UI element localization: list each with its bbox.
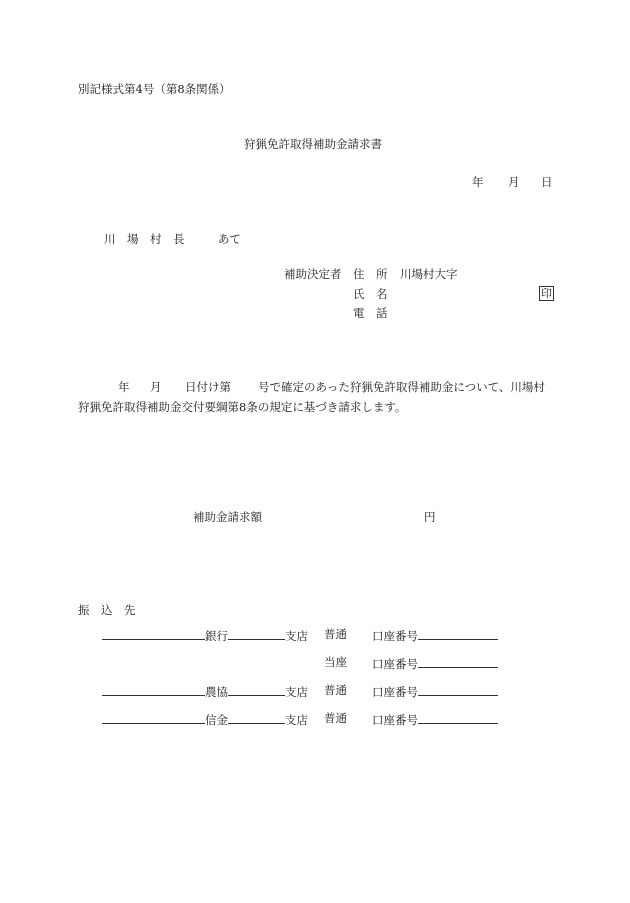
branch-label: 支店 xyxy=(285,713,308,727)
account-number-label: 口座番号 xyxy=(372,657,418,671)
bank-row xyxy=(102,711,308,727)
seal-label: 印 xyxy=(541,287,552,300)
form-number: 別記様式第4号（第8条関係） xyxy=(78,82,231,96)
seal-mark xyxy=(539,286,554,301)
address-value: 川場村大字 xyxy=(400,267,458,281)
account-number-row xyxy=(372,655,498,671)
account-number-row xyxy=(372,627,498,643)
institution-label: 銀行 xyxy=(205,629,228,643)
account-type: 普通 xyxy=(324,711,347,725)
account-number-label: 口座番号 xyxy=(372,713,418,727)
bank-row xyxy=(102,627,308,643)
address-label: 住 所 xyxy=(353,267,388,281)
branch-name-blank xyxy=(228,683,285,696)
account-number-blank xyxy=(418,627,498,640)
branch-name-blank xyxy=(228,627,285,640)
date-month: 月 xyxy=(508,175,520,189)
bank-name-blank xyxy=(102,683,205,696)
account-number-label: 口座番号 xyxy=(372,629,418,643)
account-type: 普通 xyxy=(324,683,347,697)
body-year: 年 xyxy=(118,380,130,394)
body-month: 月 xyxy=(150,380,162,394)
bank-name-blank xyxy=(102,627,205,640)
amount-unit: 円 xyxy=(424,510,436,524)
body-dated-no: 日付け第 xyxy=(185,380,231,394)
account-number-blank xyxy=(418,711,498,724)
branch-label: 支店 xyxy=(285,629,308,643)
date-day: 日 xyxy=(541,175,553,189)
transfer-heading: 振 込 先 xyxy=(78,603,136,617)
addressee-suffix: あて xyxy=(218,232,241,246)
date-year: 年 xyxy=(472,175,484,189)
account-type: 当座 xyxy=(324,655,347,669)
phone-label: 電 話 xyxy=(353,306,388,320)
account-number-row xyxy=(372,711,498,727)
institution-label: 農協 xyxy=(205,685,228,699)
addressee-name: 川 場 村 長 xyxy=(104,232,185,246)
account-number-row xyxy=(372,683,498,699)
branch-label: 支店 xyxy=(285,685,308,699)
bank-name-blank xyxy=(102,711,205,724)
account-number-blank xyxy=(418,683,498,696)
amount-label: 補助金請求額 xyxy=(193,510,262,524)
name-label: 氏 名 xyxy=(353,287,388,301)
body-line2: 狩猟免許取得補助金交付要綱第8条の規定に基づき請求します。 xyxy=(78,400,407,414)
account-type: 普通 xyxy=(324,627,347,641)
account-number-label: 口座番号 xyxy=(372,685,418,699)
branch-name-blank xyxy=(228,711,285,724)
body-line1-rest: 号で確定のあった狩猟免許取得補助金について、川場村 xyxy=(258,380,545,394)
applicant-role: 補助決定者 xyxy=(284,267,342,281)
institution-label: 信金 xyxy=(205,713,228,727)
document-title: 狩猟免許取得補助金請求書 xyxy=(244,137,382,151)
bank-row xyxy=(102,683,308,699)
account-number-blank xyxy=(418,655,498,668)
